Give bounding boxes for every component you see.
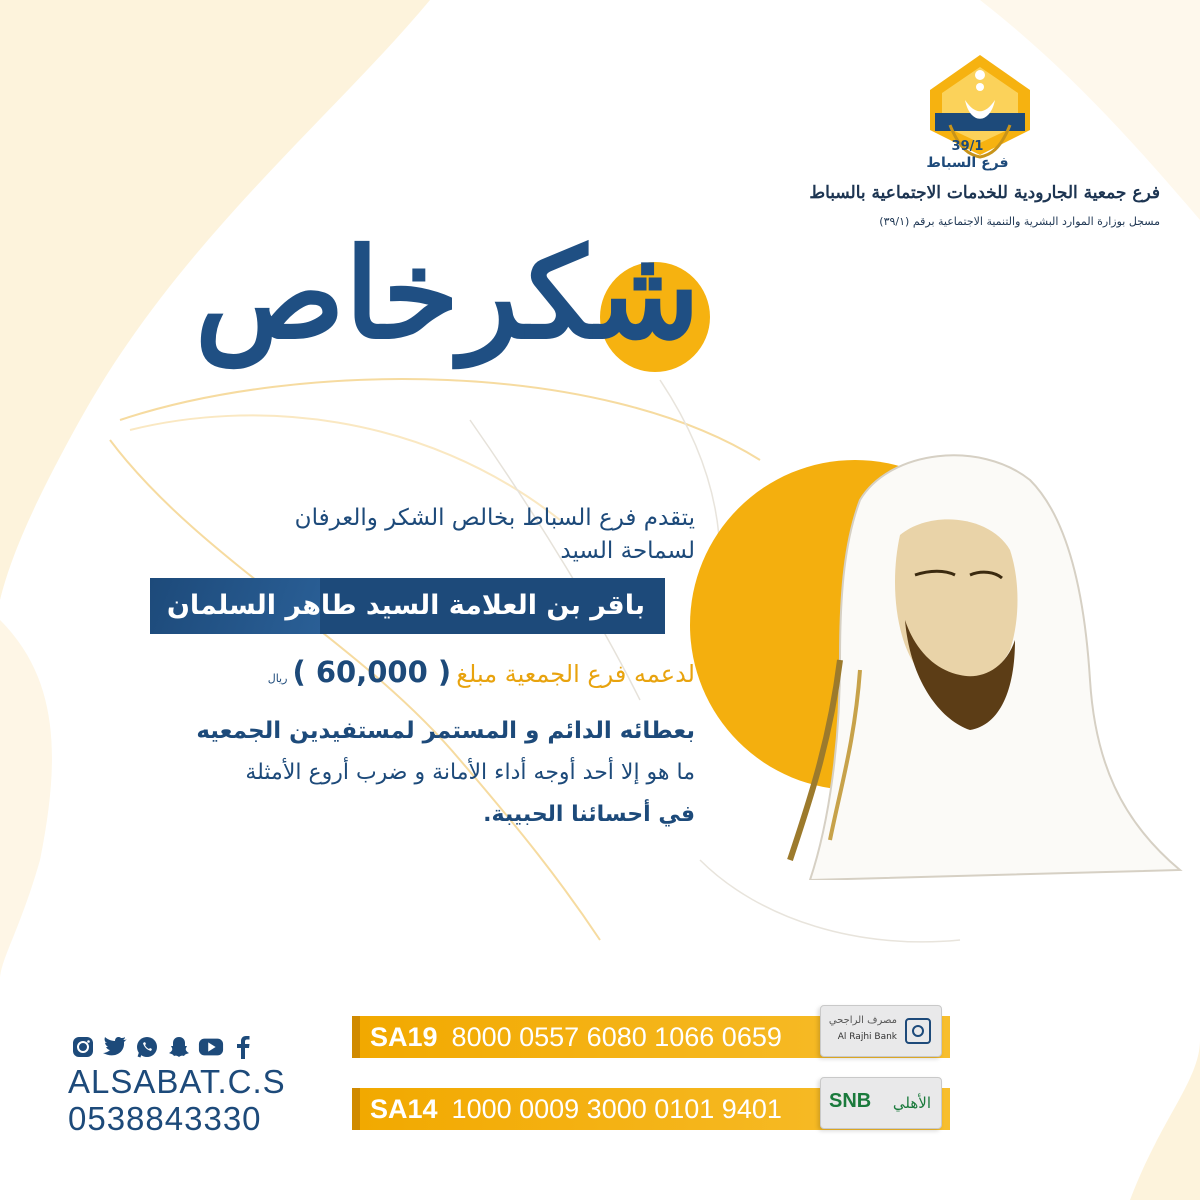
logo-code: 39/1	[951, 139, 984, 154]
thanks-line-6: في أحسائنا الحبيبة.	[483, 802, 695, 827]
phone-number[interactable]: 0538843330	[68, 1100, 262, 1137]
iban-number: 1000 0009 3000 0101 9401	[451, 1094, 782, 1124]
snb-logo-icon: SNB	[829, 1090, 872, 1112]
logo-branch-name: فرع السباط	[926, 155, 1009, 171]
alrajhi-bank-card	[820, 1005, 942, 1057]
thanks-line-5: ما هو إلا أحد أوجه أداء الأمانة و ضرب أروع الأمثلة	[245, 760, 695, 785]
iban-text	[370, 1088, 782, 1130]
twitter-icon[interactable]	[102, 1034, 128, 1060]
thanks-line-4: بعطائه الدائم و المستمر لمستفيدين الجمعيه	[196, 718, 695, 744]
page-title: شكرخاص	[194, 222, 700, 367]
snb-bank-card	[820, 1077, 942, 1129]
facebook-icon[interactable]	[230, 1034, 256, 1060]
iban-text	[370, 1016, 782, 1058]
registration-text: مسجل بوزارة الموارد البشرية والتنمية الاجتماعية برقم (٣٩/١)	[879, 215, 1160, 228]
alrajhi-logo-icon	[905, 1018, 931, 1044]
portrait-image	[690, 440, 1190, 880]
bank-name-ar: الأهلي	[892, 1094, 931, 1112]
instagram-icon[interactable]	[70, 1034, 96, 1060]
iban-number: 8000 0557 6080 1066 0659	[451, 1022, 782, 1052]
amount-currency: ريال	[267, 672, 288, 685]
iban-prefix: SA14	[370, 1094, 438, 1124]
whatsapp-icon[interactable]	[134, 1034, 160, 1060]
thanks-line-2: لسماحة السيد	[560, 538, 695, 564]
amount-prefix: لدعمه فرع الجمعية مبلغ	[456, 660, 695, 688]
youtube-icon[interactable]	[198, 1034, 224, 1060]
social-handle[interactable]: ALSABAT.C.S	[68, 1063, 286, 1100]
iban-prefix: SA19	[370, 1022, 438, 1052]
organization-logo	[809, 55, 1160, 255]
amount-value: ( 60,000 )	[292, 655, 452, 689]
bank-name-en: Al Rajhi Bank	[837, 1032, 897, 1042]
thanks-line-1: يتقدم فرع السباط بخالص الشكر والعرفان	[294, 505, 695, 531]
snapchat-icon[interactable]	[166, 1034, 192, 1060]
bank-name-ar: مصرف الراجحي	[828, 1015, 897, 1026]
organization-name: فرع جمعية الجارودية للخدمات الاجتماعية بالسباط	[809, 183, 1160, 203]
social-icons	[70, 1032, 260, 1062]
donation-amount-row	[150, 655, 695, 695]
honoree-name: باقر بن العلامة السيد طاهر السلمان	[166, 590, 645, 621]
